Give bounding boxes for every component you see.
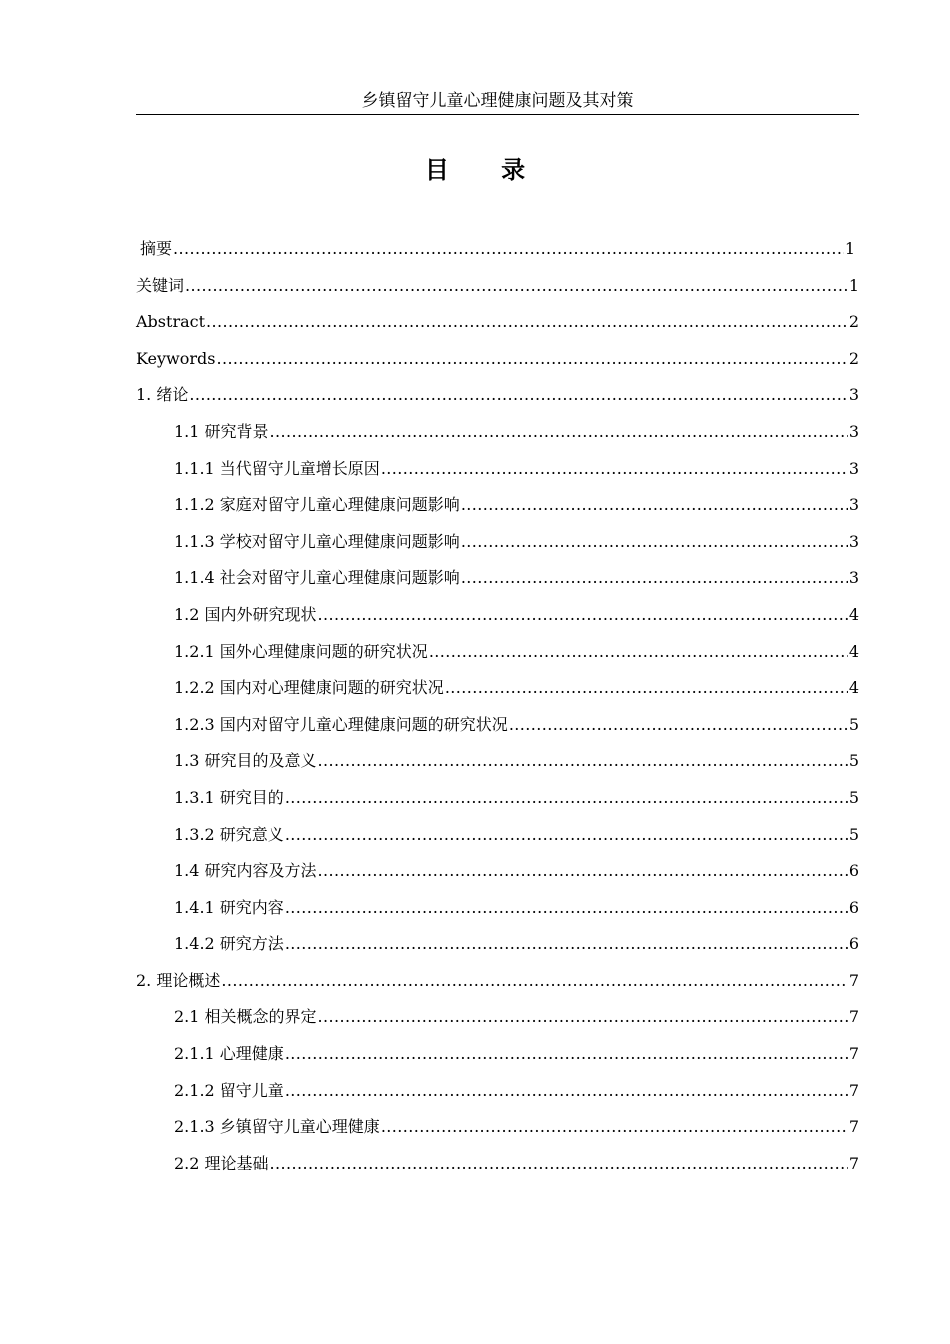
toc-entry-label: 1.2.1 国外心理健康问题的研究状况 <box>174 641 428 661</box>
toc-entry[interactable] <box>136 786 859 823</box>
toc-entry-label: 1.2 国内外研究现状 <box>174 604 317 624</box>
toc-entry[interactable] <box>136 420 859 457</box>
toc-dot-leader <box>381 1115 848 1139</box>
toc-entry[interactable] <box>136 1042 859 1079</box>
toc-entry-page-number: 7 <box>848 1007 859 1027</box>
toc-dot-leader <box>173 237 844 261</box>
toc-entry-page-number: 5 <box>848 787 859 807</box>
toc-entry-label: 1.4.2 研究方法 <box>174 934 284 954</box>
toc-entry[interactable] <box>136 237 859 274</box>
toc-dot-leader <box>285 1042 848 1066</box>
toc-entry-page-number: 7 <box>848 970 859 990</box>
toc-entry[interactable] <box>136 969 859 1006</box>
table-of-contents <box>136 237 859 1188</box>
toc-dot-leader <box>270 1152 848 1176</box>
toc-entry-page-number: 1 <box>844 239 855 258</box>
toc-entry-label: 1. 绪论 <box>136 385 189 405</box>
toc-entry[interactable] <box>136 749 859 786</box>
toc-dot-leader <box>216 347 847 371</box>
toc-dot-leader <box>445 676 848 700</box>
toc-dot-leader <box>206 310 848 334</box>
toc-dot-leader <box>270 420 848 444</box>
toc-entry-label: 摘要 <box>140 239 173 258</box>
toc-dot-leader <box>221 969 847 993</box>
toc-entry-page-number: 1 <box>848 275 859 295</box>
toc-entry-page-number: 4 <box>848 641 859 661</box>
toc-entry-page-number: 7 <box>848 1044 859 1064</box>
toc-dot-leader <box>461 530 848 554</box>
toc-entry[interactable] <box>136 566 859 603</box>
toc-entry-label: 2.1.1 心理健康 <box>174 1044 284 1064</box>
toc-entry-label: 1.1 研究背景 <box>174 421 269 441</box>
toc-entry-label: 1.4.1 研究内容 <box>174 897 284 917</box>
toc-entry[interactable] <box>136 310 859 347</box>
toc-entry[interactable] <box>136 932 859 969</box>
toc-entry-page-number: 6 <box>848 861 859 881</box>
toc-entry-page-number: 4 <box>848 678 859 698</box>
toc-entry-label: 1.1.1 当代留守儿童增长原因 <box>174 458 380 478</box>
toc-entry-label: Keywords <box>136 348 216 368</box>
toc-entry-label: 1.3.2 研究意义 <box>174 824 284 844</box>
toc-entry-label: 1.2.2 国内对心理健康问题的研究状况 <box>174 678 444 698</box>
toc-entry[interactable] <box>136 603 859 640</box>
toc-entry-label: 1.1.2 家庭对留守儿童心理健康问题影响 <box>174 495 460 515</box>
toc-entry[interactable] <box>136 640 859 677</box>
toc-dot-leader <box>285 823 848 847</box>
toc-entry-page-number: 4 <box>848 604 859 624</box>
toc-entry-page-number: 3 <box>848 421 859 441</box>
toc-entry[interactable] <box>136 896 859 933</box>
toc-entry-label: 1.3 研究目的及意义 <box>174 751 317 771</box>
toc-entry-page-number: 7 <box>848 1117 859 1137</box>
toc-dot-leader <box>429 640 848 664</box>
toc-dot-leader <box>318 603 848 627</box>
toc-dot-leader <box>285 786 848 810</box>
toc-entry[interactable] <box>136 1005 859 1042</box>
toc-entry-page-number: 3 <box>848 385 859 405</box>
toc-entry[interactable] <box>136 383 859 420</box>
toc-dot-leader <box>285 1079 848 1103</box>
toc-entry-page-number: 3 <box>848 531 859 551</box>
toc-entry[interactable] <box>136 1152 859 1189</box>
toc-entry-page-number: 6 <box>848 934 859 954</box>
running-header-title: 乡镇留守儿童心理健康问题及其对策 <box>361 91 634 111</box>
toc-entry-label: 1.1.3 学校对留守儿童心理健康问题影响 <box>174 531 460 551</box>
toc-dot-leader <box>285 932 848 956</box>
toc-dot-leader <box>381 457 848 481</box>
toc-entry[interactable] <box>136 347 859 384</box>
toc-entry-label: 2.1.2 留守儿童 <box>174 1080 284 1100</box>
toc-entry[interactable] <box>136 859 859 896</box>
toc-entry-label: 1.1.4 社会对留守儿童心理健康问题影响 <box>174 568 460 588</box>
toc-dot-leader <box>318 1005 848 1029</box>
toc-entry[interactable] <box>136 823 859 860</box>
toc-dot-leader <box>189 383 847 407</box>
toc-entry-page-number: 6 <box>848 897 859 917</box>
running-header <box>136 90 859 115</box>
toc-entry[interactable] <box>136 1079 859 1116</box>
toc-entry-page-number: 3 <box>848 495 859 515</box>
toc-dot-leader <box>461 566 848 590</box>
toc-entry-page-number: 7 <box>848 1153 859 1173</box>
toc-entry[interactable] <box>136 274 859 311</box>
toc-entry-page-number: 7 <box>848 1080 859 1100</box>
toc-entry-label: 2. 理论概述 <box>136 970 221 990</box>
toc-entry-page-number: 5 <box>848 824 859 844</box>
toc-entry-label: 1.2.3 国内对留守儿童心理健康问题的研究状况 <box>174 714 508 734</box>
toc-entry[interactable] <box>136 713 859 750</box>
toc-dot-leader <box>318 749 848 773</box>
toc-dot-leader <box>285 896 848 920</box>
toc-entry-page-number: 3 <box>848 568 859 588</box>
toc-entry-page-number: 5 <box>848 714 859 734</box>
toc-entry-page-number: 5 <box>848 751 859 771</box>
toc-dot-leader <box>185 274 848 298</box>
toc-entry[interactable] <box>136 676 859 713</box>
toc-entry-page-number: 3 <box>848 458 859 478</box>
page-title: 目 录 <box>424 156 526 184</box>
toc-entry[interactable] <box>136 1115 859 1152</box>
toc-entry-label: 关键词 <box>136 275 185 295</box>
toc-entry-label: 2.2 理论基础 <box>174 1153 269 1173</box>
toc-entry[interactable] <box>136 493 859 530</box>
toc-entry-label: 1.4 研究内容及方法 <box>174 861 317 881</box>
toc-entry-label: Abstract <box>136 312 206 332</box>
toc-entry-label: 2.1 相关概念的界定 <box>174 1007 317 1027</box>
toc-dot-leader <box>461 493 848 517</box>
toc-entry-page-number: 2 <box>848 312 859 332</box>
toc-entry[interactable] <box>136 457 859 494</box>
toc-entry-page-number: 2 <box>848 348 859 368</box>
toc-entry-label: 1.3.1 研究目的 <box>174 787 284 807</box>
toc-dot-leader <box>318 859 848 883</box>
toc-dot-leader <box>509 713 848 737</box>
toc-entry[interactable] <box>136 530 859 567</box>
toc-entry-label: 2.1.3 乡镇留守儿童心理健康 <box>174 1117 380 1137</box>
